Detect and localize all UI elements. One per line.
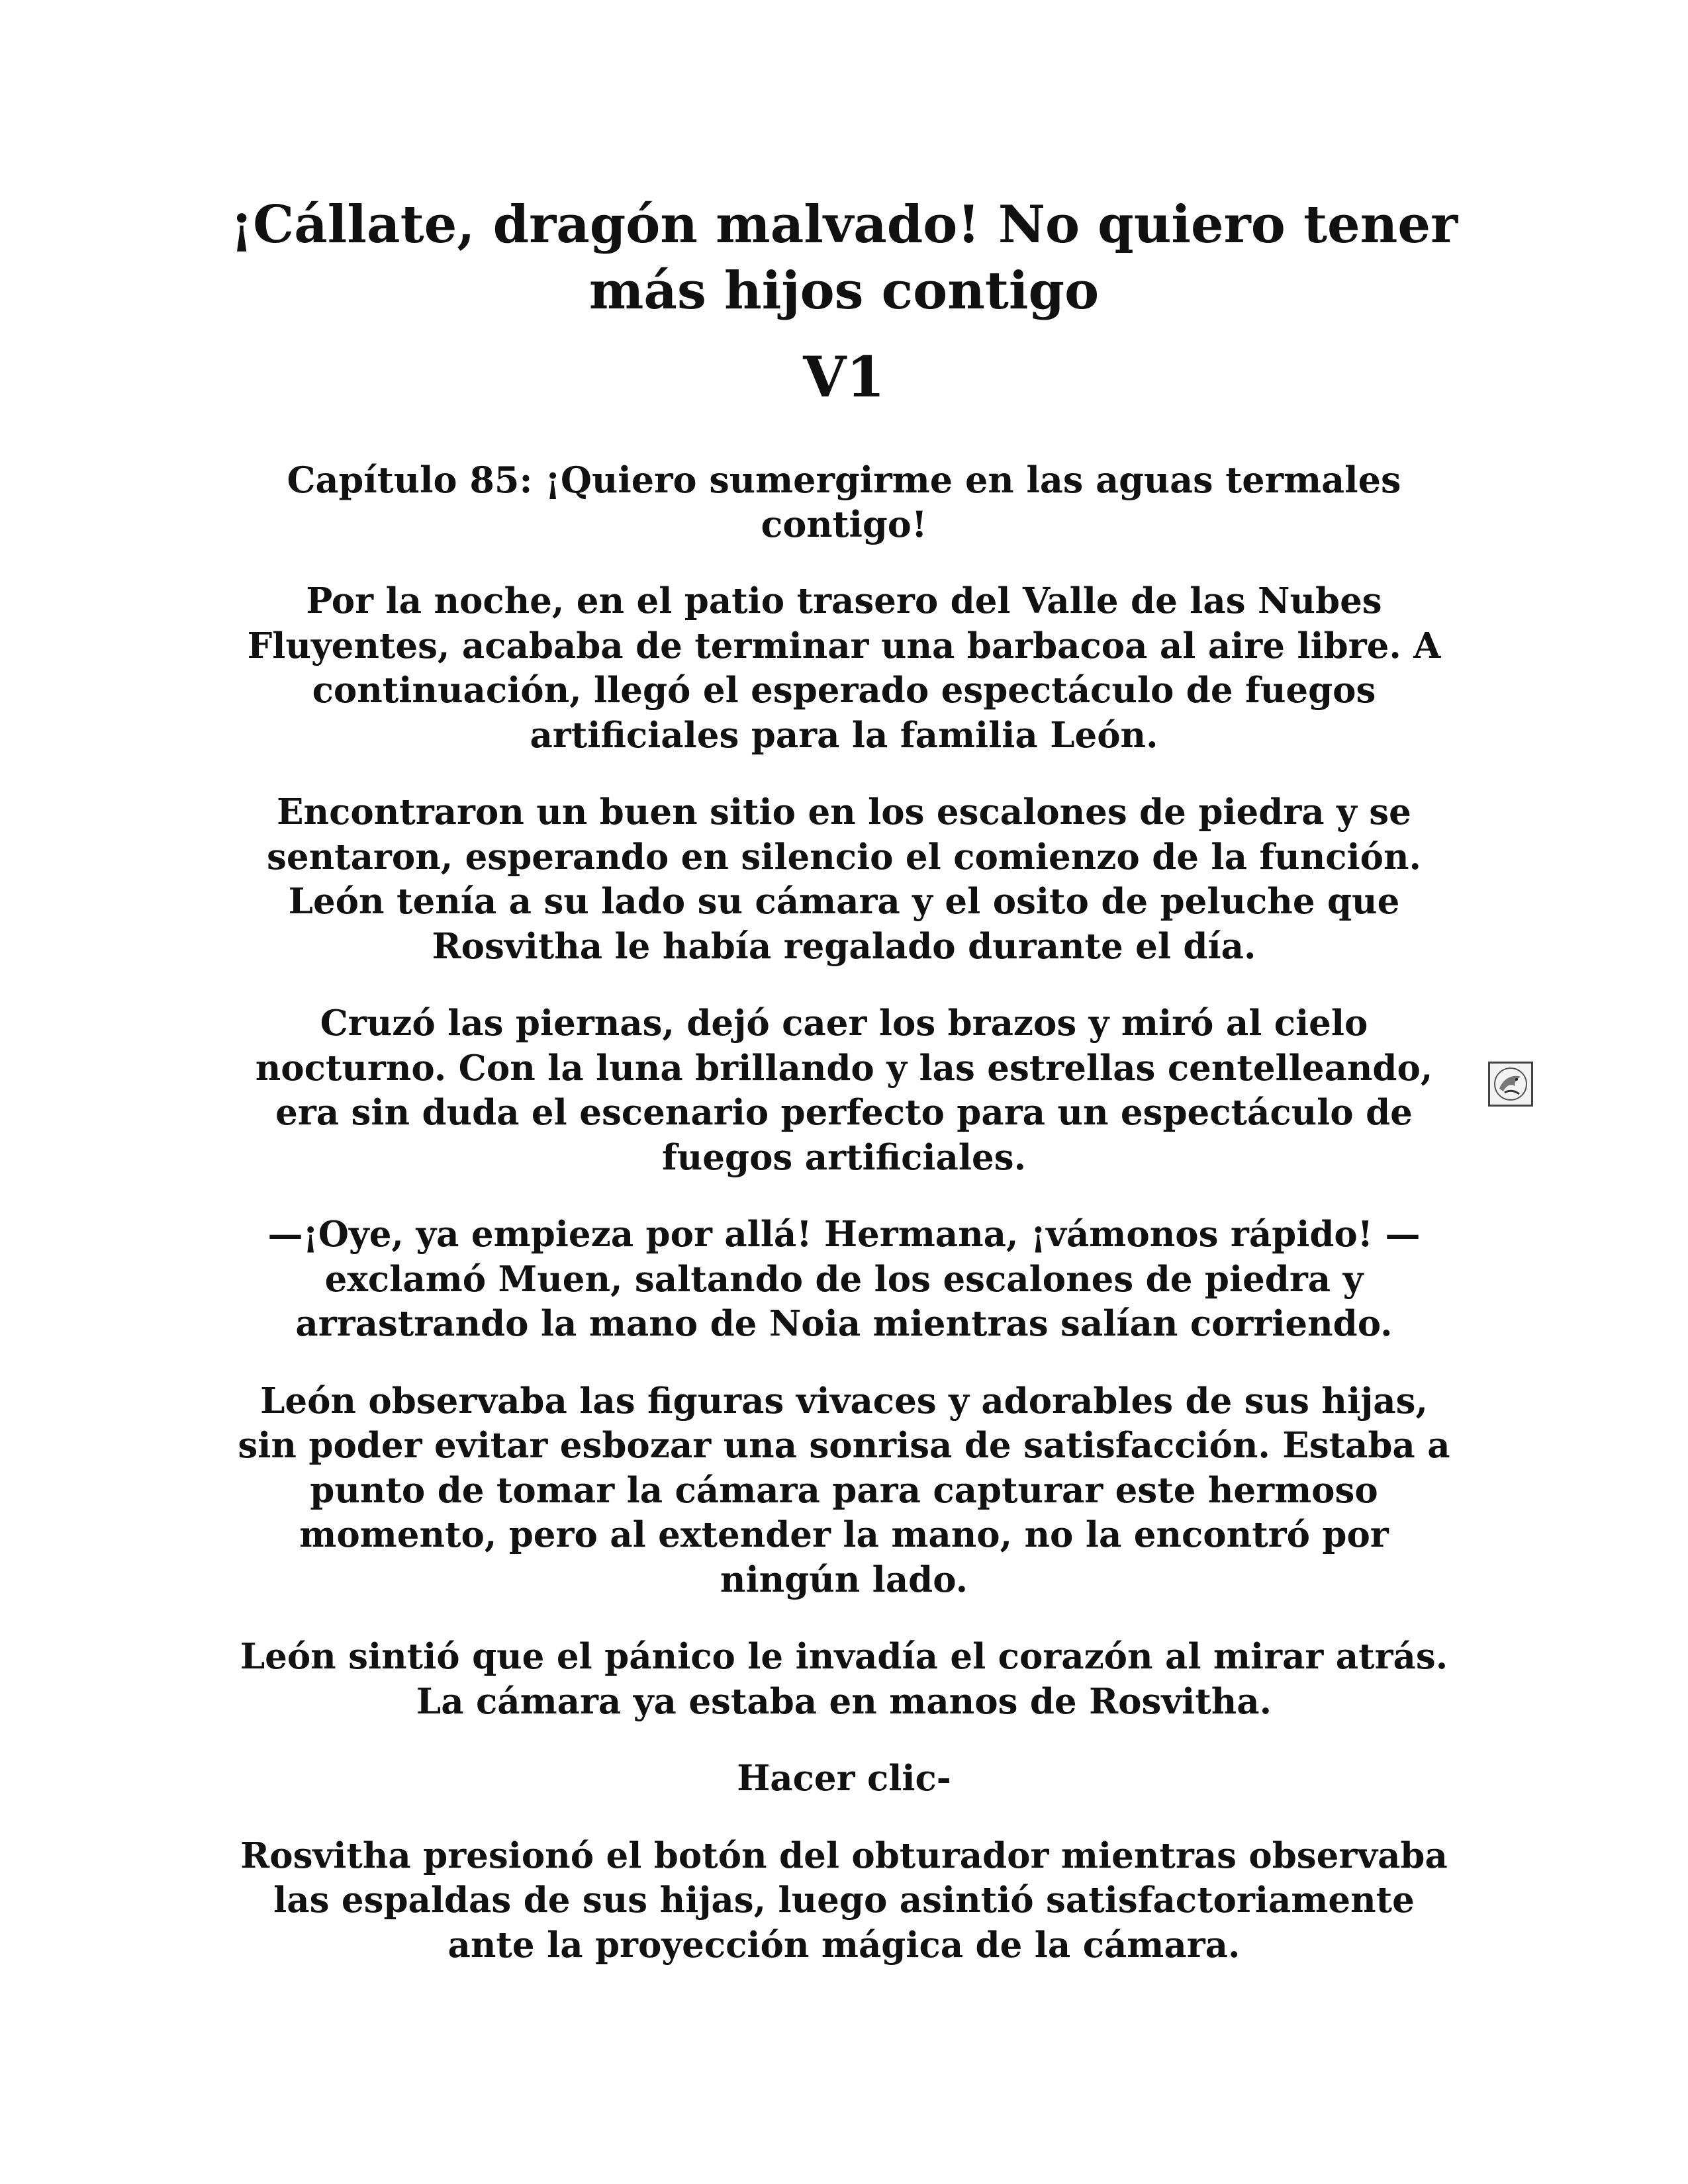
document-title: ¡Cállate, dragón malvado! No quiero tener más hijos contigo <box>230 195 1458 321</box>
dragon-emblem-graphic <box>1490 1064 1531 1105</box>
paragraph: Cruzó las piernas, dejó caer los brazos y miró al cielo nocturno. Con la luna brillando y las estrellas centelleando, era sin duda el escenario perfecto para un espectáculo de fuegos artificiales. <box>255 1003 1433 1178</box>
volume-label: V1 <box>803 344 885 410</box>
paragraph: León observaba las figuras vivaces y adorables de sus hijas, sin poder evitar esbozar una sonrisa de satisfacción. Estaba a punto de tomar la cámara para capturar este hermoso momento, pero al extender la mano, no la encontró por ningún lado. <box>238 1380 1450 1600</box>
paragraph: León sintió que el pánico le invadía el corazón al mirar atrás. La cámara ya estaba en manos de Rosvitha. <box>240 1636 1448 1722</box>
paragraph: Rosvitha presionó el botón del obturador mientras observaba las espaldas de sus hijas, luego asintió satisfactoriamente ante la proyección mágica de la cámara. <box>240 1835 1448 1966</box>
document-page <box>225 192 1463 1968</box>
paragraph: Encontraron un buen sitio en los escalones de piedra y se sentaron, esperando en silencio el comienzo de la función. León tenía a su lado su cámara y el osito de peluche que Rosvitha le había regalado durante el día. <box>267 792 1421 967</box>
dragon-emblem-icon <box>1488 1062 1533 1107</box>
chapter-heading: Capítulo 85: ¡Quiero sumergirme en las aguas termales contigo! <box>287 459 1401 545</box>
paragraph: Hacer clic- <box>737 1758 951 1799</box>
paragraph: Por la noche, en el patio trasero del Valle de las Nubes Fluyentes, acababa de terminar una barbacoa al aire libre. A continuación, llegó el esperado espectáculo de fuegos artificiales para la familia León. <box>247 580 1441 756</box>
paragraph: —¡Oye, ya empieza por allá! Hermana, ¡vámonos rápido! —exclamó Muen, saltando de los escalones de piedra y arrastrando la mano de Noia mientras salían corriendo. <box>267 1214 1421 1344</box>
